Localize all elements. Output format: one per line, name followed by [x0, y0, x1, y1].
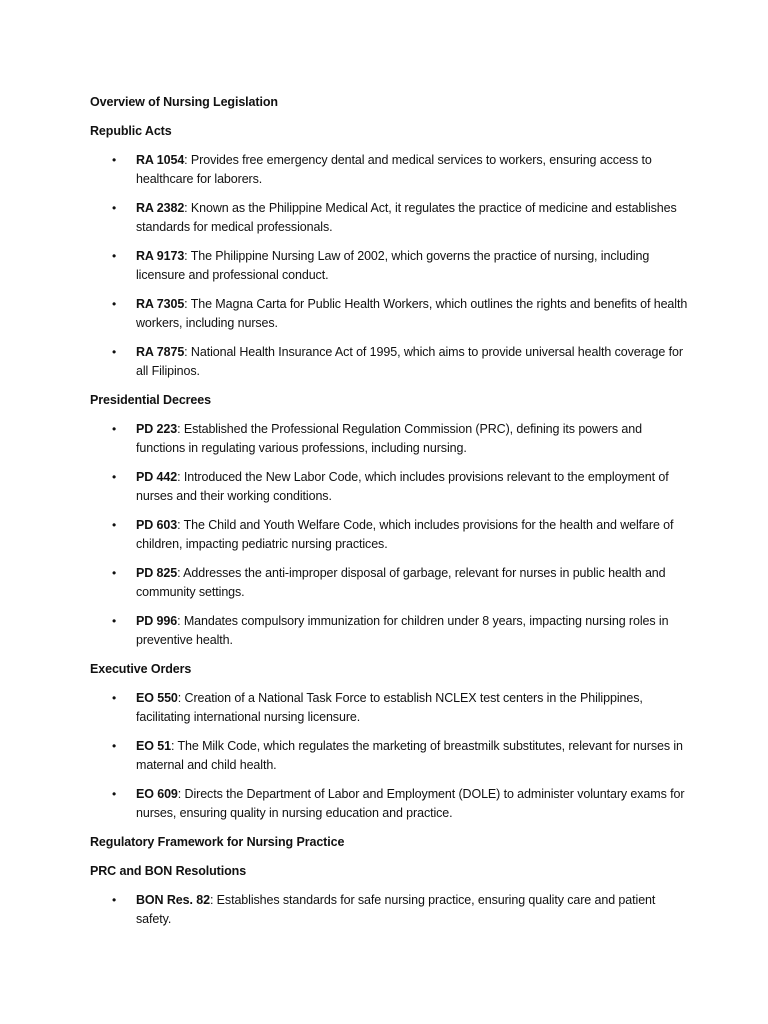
item-text: : Addresses the anti-improper disposal of garbage, relevant for nurses in public health and community settings. [136, 566, 666, 599]
item-code: PD 825 [136, 566, 178, 580]
bullet-icon: • [112, 249, 117, 263]
item-text: : Creation of a National Task Force to establish NCLEX test centers in the Philippines, facilitating international nursing licensure. [136, 691, 643, 724]
section-heading-regulatory-framework: Regulatory Framework for Nursing Practice [90, 835, 345, 849]
bullet-icon: • [112, 893, 117, 907]
item-code: PD 442 [136, 470, 178, 484]
item-text: : Establishes standards for safe nursing practice, ensuring quality care and patient safety. [136, 893, 656, 926]
bullet-icon: • [112, 614, 117, 628]
item-code: PD 223 [136, 422, 178, 436]
list-item [90, 468, 690, 506]
item-code: RA 7305 [136, 297, 185, 311]
item-code: EO 51 [136, 739, 171, 753]
bullet-icon: • [112, 345, 117, 359]
item-code: PD 996 [136, 614, 178, 628]
item-code: PD 603 [136, 518, 178, 532]
document-page [90, 93, 690, 939]
list-item [90, 785, 690, 823]
item-text: : The Child and Youth Welfare Code, which includes provisions for the health and welfare of children, impacting pediatric nursing practices. [136, 518, 674, 551]
section-heading-prc-bon-resolutions: PRC and BON Resolutions [90, 864, 247, 878]
executive-orders-list [90, 689, 690, 823]
item-text: : The Philippine Nursing Law of 2002, which governs the practice of nursing, including licensure and professional conduct. [136, 249, 650, 282]
prc-bon-resolutions-list [90, 891, 690, 929]
list-item [90, 689, 690, 727]
item-code: EO 609 [136, 787, 178, 801]
list-item [90, 612, 690, 650]
list-item [90, 151, 690, 189]
item-code: EO 550 [136, 691, 178, 705]
item-code: BON Res. 82 [136, 893, 210, 907]
bullet-icon: • [112, 297, 117, 311]
bullet-icon: • [112, 691, 117, 705]
document-title: Overview of Nursing Legislation [90, 95, 278, 109]
bullet-icon: • [112, 201, 117, 215]
list-item [90, 564, 690, 602]
bullet-icon: • [112, 787, 117, 801]
item-text: : Directs the Department of Labor and Employment (DOLE) to administer voluntary exams for nurses, ensuring quality in nursing education and practice. [136, 787, 685, 820]
section-heading-executive-orders: Executive Orders [90, 662, 192, 676]
list-item [90, 737, 690, 775]
item-code: RA 1054 [136, 153, 185, 167]
section-heading-republic-acts: Republic Acts [90, 124, 172, 138]
item-text: : Known as the Philippine Medical Act, it regulates the practice of medicine and establishes standards for medical professionals. [136, 201, 677, 234]
list-item [90, 199, 690, 237]
item-text: : Provides free emergency dental and medical services to workers, ensuring access to healthcare for laborers. [136, 153, 652, 186]
republic-acts-list [90, 151, 690, 381]
bullet-icon: • [112, 518, 117, 532]
list-item [90, 516, 690, 554]
item-text: : National Health Insurance Act of 1995, which aims to provide universal health coverage for all Filipinos. [136, 345, 683, 378]
bullet-icon: • [112, 739, 117, 753]
list-item [90, 295, 690, 333]
bullet-icon: • [112, 566, 117, 580]
bullet-icon: • [112, 470, 117, 484]
list-item [90, 420, 690, 458]
item-code: RA 2382 [136, 201, 185, 215]
item-text: : Introduced the New Labor Code, which includes provisions relevant to the employment of nurses and their working conditions. [136, 470, 669, 503]
presidential-decrees-list [90, 420, 690, 650]
bullet-icon: • [112, 422, 117, 436]
item-text: : The Milk Code, which regulates the marketing of breastmilk substitutes, relevant for nurses in maternal and child health. [136, 739, 683, 772]
item-text: : Established the Professional Regulation Commission (PRC), defining its powers and functions in regulating various professions, including nursing. [136, 422, 642, 455]
list-item [90, 247, 690, 285]
list-item [90, 343, 690, 381]
item-code: RA 9173 [136, 249, 185, 263]
item-text: : The Magna Carta for Public Health Workers, which outlines the rights and benefits of health workers, including nurses. [136, 297, 688, 330]
item-text: : Mandates compulsory immunization for children under 8 years, impacting nursing roles in preventive health. [136, 614, 669, 647]
list-item [90, 891, 690, 929]
bullet-icon: • [112, 153, 117, 167]
item-code: RA 7875 [136, 345, 185, 359]
section-heading-presidential-decrees: Presidential Decrees [90, 393, 211, 407]
